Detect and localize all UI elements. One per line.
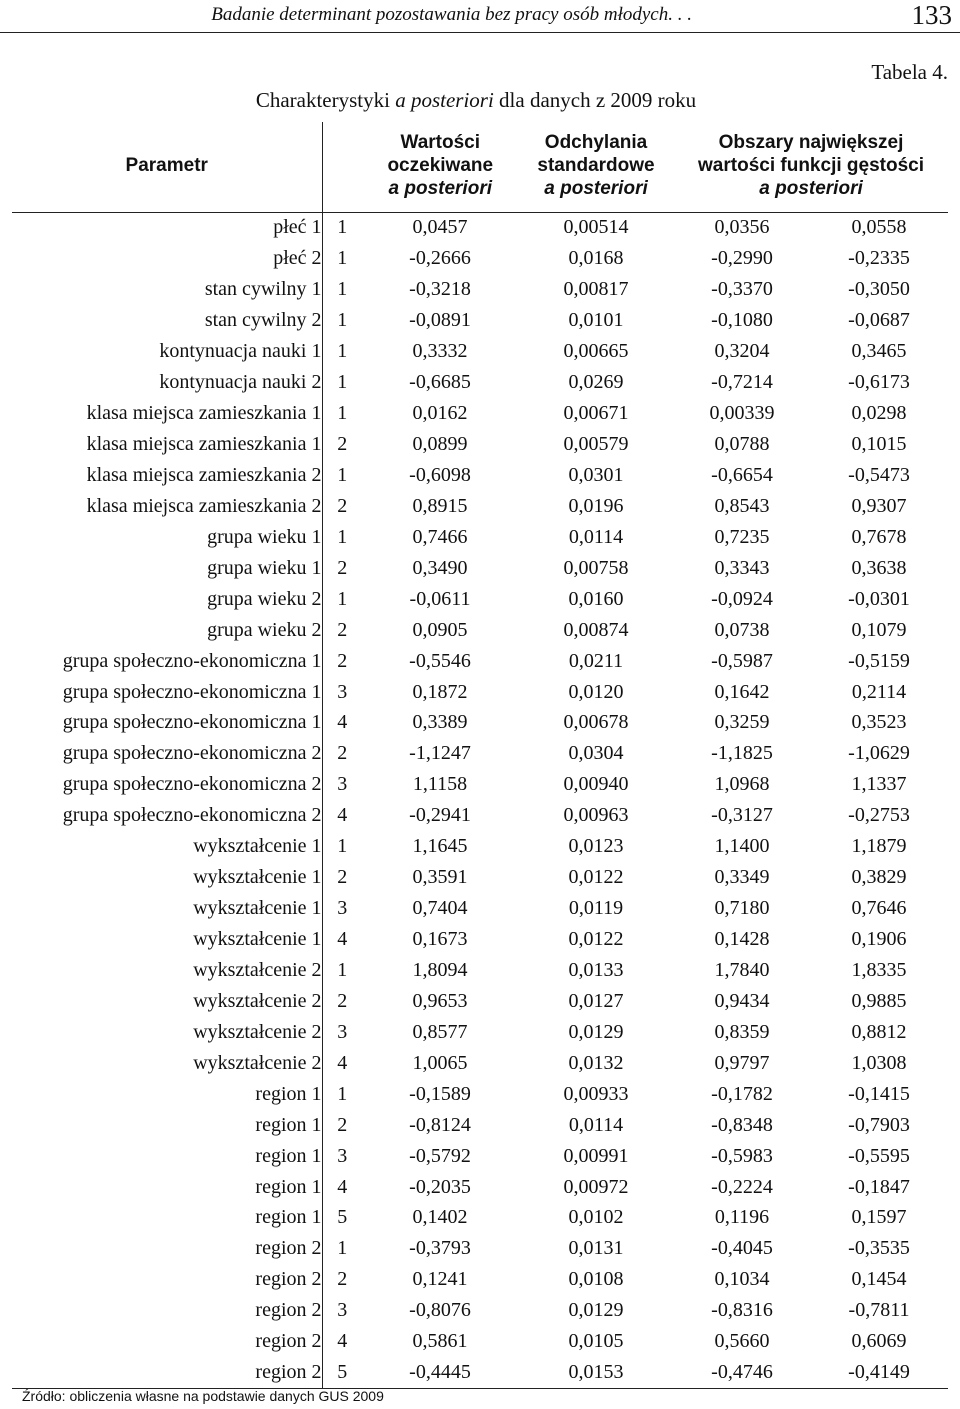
cell-hpd-upper: 1,1337	[851, 773, 907, 796]
header-sd-line3: a posteriori	[544, 178, 648, 200]
cell-sd: 0,00874	[563, 618, 629, 641]
cell-hpd-upper: 0,3465	[851, 340, 907, 363]
cell-hpd-upper: 0,1906	[851, 928, 907, 951]
cell-sd: 0,0114	[568, 525, 624, 548]
cell-level: 5	[337, 1206, 348, 1229]
cell-hpd-upper: -0,5473	[848, 463, 910, 486]
cell-level: 3	[337, 1299, 348, 1322]
cell-parameter: wykształcenie 1	[12, 924, 322, 955]
cell-hpd-lower: 0,5660	[714, 1330, 770, 1353]
cell-hpd-lower: -0,3127	[711, 804, 773, 827]
cell-hpd-lower: 0,8359	[714, 1020, 770, 1043]
cell-sd: 0,00514	[563, 216, 629, 239]
header-sd-line2: standardowe	[537, 155, 655, 177]
cell-hpd-lower: 0,3259	[714, 711, 770, 734]
cell-parameter: klasa miejsca zamieszkania 1	[12, 429, 322, 460]
cell-expected: -0,0611	[409, 587, 471, 610]
cell-hpd-lower: -0,2990	[711, 247, 773, 270]
cell-expected: -0,4445	[362, 1357, 518, 1388]
cell-parameter: klasa miejsca zamieszkania 2	[12, 491, 322, 522]
cell-parameter: region 1	[12, 1141, 322, 1172]
cell-hpd-lower: 0,1196	[714, 1206, 770, 1229]
cell-hpd-lower: -0,7214	[711, 371, 773, 394]
table-row	[12, 831, 948, 862]
cell-hpd-upper: 0,9885	[851, 989, 907, 1012]
cell-parameter: grupa społeczno-ekonomiczna 1	[12, 708, 322, 739]
cell-sd: 0,0108	[568, 1268, 624, 1291]
cell-level: 4	[337, 1330, 348, 1353]
header-hpd-line3: a posteriori	[759, 178, 863, 200]
cell-expected: 1,0065	[412, 1051, 468, 1074]
table-row	[12, 553, 948, 584]
cell-expected: -0,1589	[409, 1082, 471, 1105]
cell-hpd-lower: 1,0968	[714, 773, 770, 796]
cell-parameter: wykształcenie 2	[12, 1048, 322, 1079]
table-row	[12, 924, 948, 955]
cell-expected: -0,8124	[409, 1113, 471, 1136]
table-row	[12, 336, 948, 367]
header-hpd-line2: wartości funkcji gęstości	[698, 155, 924, 177]
cell-expected: 0,0905	[412, 618, 468, 641]
cell-level: 4	[337, 711, 348, 734]
cell-expected: 0,7466	[412, 525, 468, 548]
cell-sd: 0,00817	[563, 278, 629, 301]
cell-sd: 0,00665	[563, 340, 629, 363]
cell-hpd-upper: -0,1415	[848, 1082, 910, 1105]
cell-parameter: region 2	[12, 1357, 322, 1388]
cell-expected: -0,5792	[409, 1144, 471, 1167]
header-parametr	[12, 122, 322, 212]
cell-sd: 0,0129	[568, 1299, 624, 1322]
cell-level: 3	[337, 1020, 348, 1043]
cell-hpd-upper: -0,6173	[848, 371, 910, 394]
cell-hpd-lower: 0,1034	[714, 1268, 770, 1291]
table-row	[12, 646, 948, 677]
cell-parameter: kontynuacja nauki 1	[12, 336, 322, 367]
cell-sd: 0,0301	[568, 463, 624, 486]
table-row	[12, 1110, 948, 1141]
cell-hpd-upper: 0,8812	[851, 1020, 907, 1043]
cell-level: 3	[337, 897, 348, 920]
cell-hpd-upper: 0,6069	[851, 1330, 907, 1353]
cell-level: 2	[337, 556, 348, 579]
caption-italic: a posteriori	[395, 88, 494, 112]
table-row	[12, 460, 948, 491]
cell-expected: 0,0162	[412, 402, 468, 425]
cell-expected: 0,9653	[412, 989, 468, 1012]
cell-expected: 0,1872	[412, 680, 468, 703]
cell-parameter: wykształcenie 1	[12, 862, 322, 893]
cell-sd: 0,0127	[568, 989, 624, 1012]
cell-hpd-upper: 0,3523	[851, 711, 907, 734]
cell-parameter: klasa miejsca zamieszkania 2	[12, 460, 322, 491]
cell-parameter: grupa społeczno-ekonomiczna 2	[12, 738, 322, 769]
table-row	[12, 615, 948, 646]
cell-expected: -0,2941	[409, 804, 471, 827]
cell-hpd-lower: 0,0738	[714, 618, 770, 641]
cell-hpd-lower: 0,7180	[714, 897, 770, 920]
cell-parameter: region 1	[12, 1079, 322, 1110]
cell-hpd-lower: -0,0924	[711, 587, 773, 610]
cell-level: 2	[337, 494, 348, 517]
cell-parameter: klasa miejsca zamieszkania 1	[12, 398, 322, 429]
table-row	[12, 491, 948, 522]
cell-parameter: region 2	[12, 1295, 322, 1326]
cell-level: 1	[337, 1237, 348, 1260]
cell-expected: -0,0891	[409, 309, 471, 332]
cell-level: 1	[337, 1082, 348, 1105]
header-hpd	[674, 122, 948, 212]
cell-sd: 0,0105	[568, 1330, 624, 1353]
table-row	[12, 1357, 948, 1388]
cell-hpd-lower: -0,5983	[711, 1144, 773, 1167]
header-hpd-line1: Obszary największej	[718, 132, 904, 154]
cell-level: 2	[337, 866, 348, 889]
cell-sd: 0,0168	[568, 247, 624, 270]
cell-parameter: grupa wieku 1	[12, 553, 322, 584]
running-title: Badanie determinant pozostawania bez pracy osób młodych. . .	[211, 4, 692, 25]
cell-hpd-upper: 0,3638	[851, 556, 907, 579]
table-caption	[0, 88, 952, 113]
cell-hpd-upper: -0,5595	[848, 1144, 910, 1167]
table-row	[12, 212, 948, 243]
cell-parameter: grupa społeczno-ekonomiczna 1	[12, 646, 322, 677]
cell-parameter: grupa społeczno-ekonomiczna 1	[12, 677, 322, 708]
cell-level: 2	[337, 618, 348, 641]
table-row	[12, 677, 948, 708]
table-row	[12, 986, 948, 1017]
running-head	[0, 0, 960, 33]
cell-level: 1	[337, 463, 348, 486]
table-row	[12, 1141, 948, 1172]
cell-hpd-upper: -0,3535	[848, 1237, 910, 1260]
cell-parameter: wykształcenie 2	[12, 1017, 322, 1048]
cell-expected: 1,1158	[412, 773, 468, 796]
cell-parameter: płeć 1	[12, 212, 322, 243]
table-row	[12, 398, 948, 429]
table-row	[12, 738, 948, 769]
cell-hpd-upper: -0,4149	[810, 1357, 948, 1388]
table-row	[12, 708, 948, 739]
cell-sd: 0,0122	[568, 928, 624, 951]
cell-hpd-upper: 0,1454	[851, 1268, 907, 1291]
cell-sd: 0,00579	[563, 433, 629, 456]
cell-parameter: region 2	[12, 1264, 322, 1295]
cell-sd: 0,0129	[568, 1020, 624, 1043]
cell-level: 5	[322, 1357, 362, 1388]
cell-parameter: wykształcenie 2	[12, 986, 322, 1017]
cell-expected: -1,1247	[409, 742, 471, 765]
table-label: Tabela 4.	[871, 60, 948, 84]
source-note: Źródło: obliczenia własne na podstawie danych GUS 2009	[22, 1388, 384, 1404]
cell-level: 4	[337, 1175, 348, 1198]
cell-level: 1	[337, 309, 348, 332]
table-row	[12, 800, 948, 831]
cell-level: 3	[337, 1144, 348, 1167]
cell-hpd-upper: -0,2335	[848, 247, 910, 270]
cell-level: 3	[337, 680, 348, 703]
cell-parameter: płeć 2	[12, 243, 322, 274]
cell-level: 1	[337, 216, 348, 239]
table-row	[12, 862, 948, 893]
cell-sd: 0,0122	[568, 866, 624, 889]
cell-level: 1	[337, 340, 348, 363]
cell-sd: 0,0211	[568, 649, 624, 672]
cell-sd: 0,00758	[563, 556, 629, 579]
header-sd-line1: Odchylania	[544, 132, 648, 154]
cell-level: 2	[337, 649, 348, 672]
cell-expected: 0,0899	[412, 433, 468, 456]
cell-hpd-lower: 0,0788	[714, 433, 770, 456]
table-row	[12, 1017, 948, 1048]
cell-expected: 0,3490	[412, 556, 468, 579]
cell-level: 1	[337, 247, 348, 270]
cell-hpd-upper: 0,1597	[851, 1206, 907, 1229]
cell-expected: -0,6098	[409, 463, 471, 486]
cell-sd: 0,0102	[568, 1206, 624, 1229]
cell-hpd-lower: 0,9434	[714, 989, 770, 1012]
cell-expected: -0,3218	[409, 278, 471, 301]
cell-sd: 0,00940	[563, 773, 629, 796]
cell-hpd-upper: -1,0629	[848, 742, 910, 765]
header-expected	[322, 122, 518, 212]
cell-hpd-upper: -0,3050	[848, 278, 910, 301]
cell-sd: 0,0101	[568, 309, 624, 332]
cell-hpd-lower: -0,5987	[711, 649, 773, 672]
cell-hpd-upper: -0,2753	[848, 804, 910, 827]
cell-hpd-lower: 0,00339	[709, 402, 775, 425]
cell-sd: 0,00678	[563, 711, 629, 734]
header-expected-line3: a posteriori	[388, 178, 492, 200]
caption-before: Charakterystyki	[255, 88, 396, 112]
cell-hpd-lower: 0,0356	[714, 216, 770, 239]
cell-level: 1	[337, 958, 348, 981]
cell-sd: 0,00972	[563, 1175, 629, 1198]
page-number: 133	[911, 0, 952, 30]
cell-hpd-lower: 0,1428	[714, 928, 770, 951]
cell-expected: -0,8076	[409, 1299, 471, 1322]
cell-expected: 0,7404	[412, 897, 468, 920]
cell-expected: -0,3793	[409, 1237, 471, 1260]
table-row	[12, 305, 948, 336]
cell-parameter: grupa wieku 2	[12, 615, 322, 646]
cell-hpd-upper: 1,1879	[851, 835, 907, 858]
cell-expected: 0,1402	[412, 1206, 468, 1229]
cell-expected: 0,3332	[412, 340, 468, 363]
table-row	[12, 274, 948, 305]
cell-expected: -0,2666	[409, 247, 471, 270]
cell-hpd-upper: 0,7646	[851, 897, 907, 920]
cell-sd: 0,0304	[568, 742, 624, 765]
cell-parameter: region 2	[12, 1326, 322, 1357]
cell-parameter: wykształcenie 1	[12, 831, 322, 862]
cell-level: 1	[337, 402, 348, 425]
cell-sd: 0,00933	[563, 1082, 629, 1105]
table-row	[12, 1295, 948, 1326]
cell-parameter: stan cywilny 2	[12, 305, 322, 336]
table-row	[12, 1079, 948, 1110]
cell-expected: 0,3591	[412, 866, 468, 889]
header-sd	[518, 122, 674, 212]
cell-parameter: grupa wieku 1	[12, 522, 322, 553]
cell-hpd-lower: 0,3343	[714, 556, 770, 579]
cell-hpd-lower: -0,1080	[711, 309, 773, 332]
cell-expected: 0,8577	[412, 1020, 468, 1043]
cell-parameter: grupa wieku 2	[12, 584, 322, 615]
cell-sd: 0,0196	[568, 494, 624, 517]
cell-level: 2	[337, 742, 348, 765]
table-body	[12, 212, 948, 1389]
table-row	[12, 1048, 948, 1079]
cell-hpd-lower: -0,8348	[711, 1113, 773, 1136]
cell-expected: 1,1645	[412, 835, 468, 858]
cell-hpd-upper: 1,0308	[851, 1051, 907, 1074]
cell-parameter: grupa społeczno-ekonomiczna 2	[12, 800, 322, 831]
cell-hpd-lower: -0,4746	[674, 1357, 810, 1388]
cell-parameter: region 1	[12, 1172, 322, 1203]
cell-hpd-lower: -0,4045	[711, 1237, 773, 1260]
cell-parameter: kontynuacja nauki 2	[12, 367, 322, 398]
header-parametr-label: Parametr	[125, 155, 208, 177]
cell-hpd-upper: 0,3829	[851, 866, 907, 889]
cell-sd: 0,0114	[568, 1113, 624, 1136]
cell-level: 1	[337, 525, 348, 548]
cell-sd: 0,0132	[568, 1051, 624, 1074]
cell-hpd-upper: 0,9307	[851, 494, 907, 517]
cell-level: 1	[337, 835, 348, 858]
cell-sd: 0,0153	[518, 1357, 674, 1388]
cell-sd: 0,0160	[568, 587, 624, 610]
cell-level: 2	[337, 433, 348, 456]
cell-parameter: region 2	[12, 1233, 322, 1264]
cell-expected: -0,2035	[409, 1175, 471, 1198]
table-row	[12, 243, 948, 274]
cell-hpd-upper: 0,1015	[851, 433, 907, 456]
cell-parameter: stan cywilny 1	[12, 274, 322, 305]
cell-hpd-lower: 0,1642	[714, 680, 770, 703]
cell-hpd-upper: 0,0558	[851, 216, 907, 239]
cell-hpd-upper: -0,1847	[848, 1175, 910, 1198]
cell-sd: 0,0269	[568, 371, 624, 394]
cell-hpd-lower: 0,7235	[714, 525, 770, 548]
cell-expected: -0,6685	[409, 371, 471, 394]
cell-sd: 0,00963	[563, 804, 629, 827]
cell-hpd-upper: 0,0298	[851, 402, 907, 425]
table-row	[12, 1264, 948, 1295]
cell-expected: 0,0457	[412, 216, 468, 239]
cell-hpd-lower: 0,3204	[714, 340, 770, 363]
header-expected-line2: oczekiwane	[387, 155, 494, 177]
cell-sd: 0,0131	[568, 1237, 624, 1260]
cell-hpd-upper: -0,5159	[848, 649, 910, 672]
cell-hpd-lower: 1,1400	[714, 835, 770, 858]
cell-expected: 0,5861	[412, 1330, 468, 1353]
cell-sd: 0,00671	[563, 402, 629, 425]
cell-hpd-upper: 0,2114	[851, 680, 907, 703]
cell-expected: 0,3389	[412, 711, 468, 734]
cell-level: 2	[337, 1113, 348, 1136]
cell-hpd-lower: -0,8316	[711, 1299, 773, 1322]
cell-level: 4	[337, 1051, 348, 1074]
cell-parameter: wykształcenie 2	[12, 955, 322, 986]
cell-hpd-upper: -0,7903	[848, 1113, 910, 1136]
table-row	[12, 429, 948, 460]
table-row	[12, 584, 948, 615]
cell-sd: 0,0123	[568, 835, 624, 858]
cell-hpd-lower: 0,9797	[714, 1051, 770, 1074]
cell-level: 1	[337, 278, 348, 301]
cell-hpd-lower: 0,3349	[714, 866, 770, 889]
cell-expected: 0,8915	[412, 494, 468, 517]
cell-hpd-lower: 0,8543	[714, 494, 770, 517]
table-row	[12, 769, 948, 800]
cell-parameter: region 1	[12, 1110, 322, 1141]
results-table	[12, 122, 948, 1389]
cell-hpd-lower: 1,7840	[714, 958, 770, 981]
cell-expected: 0,1241	[412, 1268, 468, 1291]
cell-hpd-upper: -0,0301	[848, 587, 910, 610]
cell-sd: 0,0119	[568, 897, 624, 920]
cell-level: 3	[337, 773, 348, 796]
cell-level: 2	[337, 989, 348, 1012]
cell-hpd-upper: -0,7811	[848, 1299, 910, 1322]
table-row	[12, 1172, 948, 1203]
cell-hpd-upper: 0,1079	[851, 618, 907, 641]
cell-hpd-lower: -0,3370	[711, 278, 773, 301]
cell-level: 4	[337, 804, 348, 827]
header-expected-line1: Wartości	[400, 132, 481, 154]
cell-level: 1	[337, 371, 348, 394]
cell-level: 2	[337, 1268, 348, 1291]
cell-parameter: region 1	[12, 1203, 322, 1234]
cell-level: 1	[337, 587, 348, 610]
table-row	[12, 367, 948, 398]
table-row	[12, 522, 948, 553]
cell-expected: 0,1673	[412, 928, 468, 951]
cell-expected: 1,8094	[412, 958, 468, 981]
cell-hpd-lower: -1,1825	[711, 742, 773, 765]
table-row	[12, 1233, 948, 1264]
cell-expected: -0,5546	[409, 649, 471, 672]
cell-parameter: grupa społeczno-ekonomiczna 2	[12, 769, 322, 800]
table-row	[12, 1326, 948, 1357]
cell-sd: 0,0120	[568, 680, 624, 703]
cell-level: 4	[337, 928, 348, 951]
cell-parameter: wykształcenie 1	[12, 893, 322, 924]
cell-hpd-upper: -0,0687	[848, 309, 910, 332]
table-row	[12, 955, 948, 986]
cell-hpd-upper: 0,7678	[851, 525, 907, 548]
table-row	[12, 1203, 948, 1234]
cell-hpd-lower: -0,2224	[711, 1175, 773, 1198]
caption-after: dla danych z 2009 roku	[493, 88, 697, 112]
cell-sd: 0,0133	[568, 958, 624, 981]
cell-sd: 0,00991	[563, 1144, 629, 1167]
cell-hpd-lower: -0,1782	[711, 1082, 773, 1105]
cell-hpd-upper: 1,8335	[851, 958, 907, 981]
table-row	[12, 893, 948, 924]
cell-hpd-lower: -0,6654	[711, 463, 773, 486]
header-row	[12, 122, 948, 212]
